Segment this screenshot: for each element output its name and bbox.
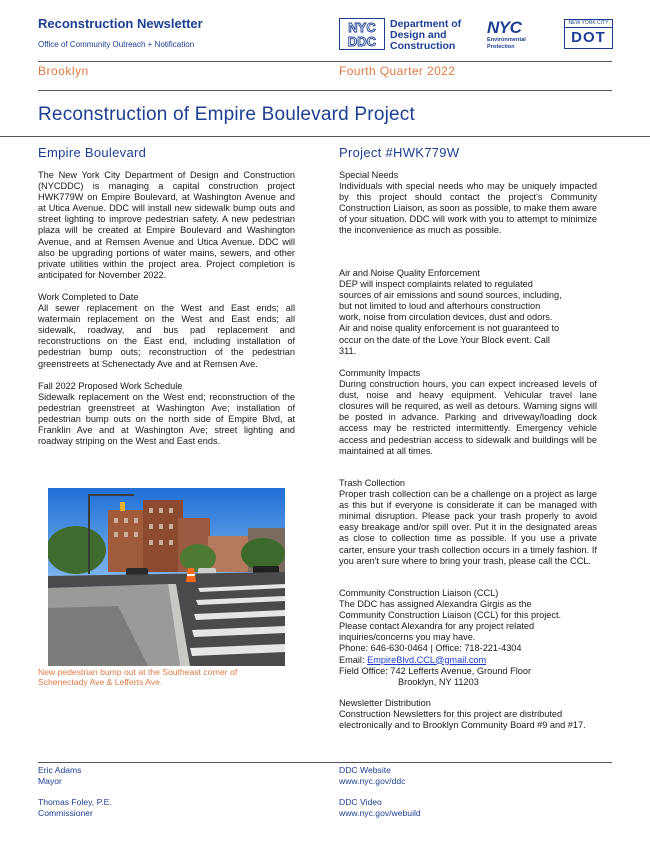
air-noise-line: but not limited to loud and afterhours construction — [339, 301, 541, 312]
svg-text:DDC: DDC — [347, 34, 377, 49]
special-needs-heading: Special Needs — [339, 170, 399, 180]
dot-logo — [564, 19, 613, 49]
ccl-line: Community Construction Liaison (CCL) for this project. — [339, 610, 562, 621]
title-rule — [0, 136, 650, 137]
proposed-text: Sidewalk replacement on the West end; reconstruction of the pedestrian greenstreet at Washington Ave; installation of pedestrian bump outs on the north side of Empire Blvd, at Franklin Ave and at Washington Ave; street lighting and roadway striping on the West and East ends. — [38, 391, 295, 447]
work-completed-text: All sewer replacement on the West and East ends; all watermain replacement on the West and East ends; all sidewalk, roadway, and bus pad replacement and reconstructions on the East end, including installation of pedestrian bump outs; reconstruction of the pedestrian greenstreets at Schenectady Ave and at Remsen Ave. — [38, 303, 295, 369]
air-noise-line: 311. — [339, 345, 357, 356]
ccl-line: Please contact Alexandra for any project related — [339, 621, 535, 632]
mayor-title: Mayor — [38, 775, 62, 786]
quarter: Fourth Quarter 2022 — [339, 64, 456, 78]
borough: Brooklyn — [38, 64, 89, 78]
dep-logo-mark: NYC — [487, 18, 522, 37]
ccl-heading: Community Construction Liaison (CCL) — [339, 588, 499, 598]
field-office-line2: Brooklyn, NY 11203 — [398, 676, 479, 687]
trash-heading: Trash Collection — [339, 478, 406, 488]
svg-text:NYC: NYC — [348, 20, 376, 35]
dep-logo — [487, 19, 537, 50]
air-noise-line: DEP will inspect complaints related to regulated — [339, 279, 533, 290]
community-heading: Community Impacts — [339, 368, 421, 378]
special-needs-text: Individuals with special needs who may be uniquely impacted by this project should contact the project's Community Construction Liaison, as soon as possible, to make them aware of your situation. DDC will work with you to attempt to minimize the inconvenience as much as possible. — [339, 181, 597, 236]
dot-logo-top: NEW YORK CITY — [565, 20, 612, 28]
air-noise-section — [339, 268, 609, 357]
field-office-line1: Field Office: 742 Lefferts Avenue, Ground Floor — [339, 665, 532, 676]
ddc-logo — [339, 18, 385, 50]
video-label: DDC Video — [339, 797, 382, 807]
footer-video — [339, 797, 421, 818]
footer-commissioner — [38, 797, 112, 818]
commissioner-name: Thomas Foley, P.E. — [38, 797, 112, 807]
left-heading: Empire Boulevard — [38, 145, 147, 160]
work-completed-heading: Work Completed to Date — [38, 291, 139, 302]
right-heading: Project #HWK779W — [339, 145, 460, 160]
air-noise-line: sources of air emissions and sound sources, including, — [339, 290, 562, 301]
community-section — [339, 368, 597, 457]
ccl-phone: Phone: 646-630-0464 | Office: 718-221-4304 — [339, 643, 522, 654]
page-title: Reconstruction of Empire Boulevard Project — [38, 104, 415, 125]
right-column — [339, 170, 597, 237]
air-noise-line: Air and noise quality enforcement is not guaranteed to — [339, 323, 560, 334]
commissioner-title: Commissioner — [38, 807, 93, 818]
newsletter-title: Reconstruction Newsletter — [38, 16, 203, 31]
ddc-logo-icon — [339, 18, 385, 50]
distribution-section — [339, 698, 601, 731]
photo-caption-line1: New pedestrian bump out at the Southeast corner of — [38, 667, 238, 677]
community-text: During construction hours, you can expect increased levels of dust, noise and heavy equipment. Vehicular travel lane closures will be required, as well as detours. Warning signs will be posted in advance. Parking and driveway/loading dock access may be restricted intermittently. Emergency vehicle access and pedestrian access to sidewalk and buildings will be maintained at all times. — [339, 379, 597, 456]
photo-caption — [38, 667, 237, 688]
dep-name-line2: Protection — [487, 43, 515, 50]
proposed-heading: Fall 2022 Proposed Work Schedule — [38, 380, 183, 391]
subheader-rule — [38, 90, 612, 91]
dep-name-line1: Environmental — [487, 37, 526, 43]
header-rule — [38, 61, 612, 62]
ccl-section — [339, 588, 609, 688]
air-noise-line: occur on the date of the Love Your Block event. Call — [339, 334, 550, 345]
video-url[interactable]: www.nyc.gov/webuild — [339, 807, 421, 818]
intro-paragraph: The New York City Department of Design and Construction (NYCDDC) is managing a capital construction project HWK779W on Empire Boulevard, at Washington Avenue and at Utica Avenue. DDC will install new sidewalk bump outs and street lighting to improve pedestrian safety. A new pedestrian plaza will be created at Empire Boulevard and Washington Avenue, and at Remsen Avenue and Utica Avenue. DDC will also be upgrading portions of water mains, sewers, and other private utilities within the project area. Project completion is anticipated for November 2022. — [38, 170, 295, 280]
air-noise-line: work, noise from circulation devices, dust and odors. — [339, 312, 553, 323]
mayor-name: Eric Adams — [38, 765, 82, 775]
ccl-line: The DDC has assigned Alexandra Girgis as the — [339, 599, 532, 610]
ddc-name-line1: Department of — [390, 18, 462, 30]
distribution-text: Construction Newsletters for this project are distributed electronically and to Brooklyn Community Board #9 and #17. — [339, 709, 586, 731]
ccl-line: inquiries/concerns you may have. — [339, 632, 476, 643]
footer-website — [339, 765, 405, 786]
ccl-email-link[interactable]: EmpireBlvd.CCL@gmail.com — [367, 654, 487, 665]
ccl-email-row — [339, 655, 609, 666]
website-label: DDC Website — [339, 765, 391, 775]
trash-text: Proper trash collection can be a challenge on a project as large as this but if everyone is considerate it can be managed with minimal disruption. Please pack your trash properly to avoid easy breakage and/or spill over. Put it in the designated areas as close to collection time as possible. If you use a private carter, ensure your trash collection occurs in a timely fashion. If you aren't sure where to bring your trash, please call the CCL. — [339, 489, 597, 566]
distribution-heading: Newsletter Distribution — [339, 698, 431, 708]
trash-section — [339, 478, 597, 567]
photo-caption-line2: Schenectady Ave & Lefferts Ave. — [38, 677, 163, 688]
street-photo-image — [48, 488, 285, 666]
dot-logo-mark: DOT — [571, 29, 606, 46]
street-photo — [48, 488, 285, 666]
ccl-email-label: Email: — [339, 654, 368, 665]
footer-mayor — [38, 765, 81, 786]
office-name: Office of Community Outreach + Notification — [38, 40, 195, 49]
ddc-name — [390, 19, 461, 52]
ddc-name-line3: Construction — [390, 40, 456, 52]
footer-rule — [38, 762, 612, 763]
website-url[interactable]: www.nyc.gov/ddc — [339, 775, 406, 786]
left-column — [38, 170, 295, 447]
air-noise-heading: Air and Noise Quality Enforcement — [339, 268, 480, 278]
ddc-name-line2: Design and — [390, 29, 447, 41]
